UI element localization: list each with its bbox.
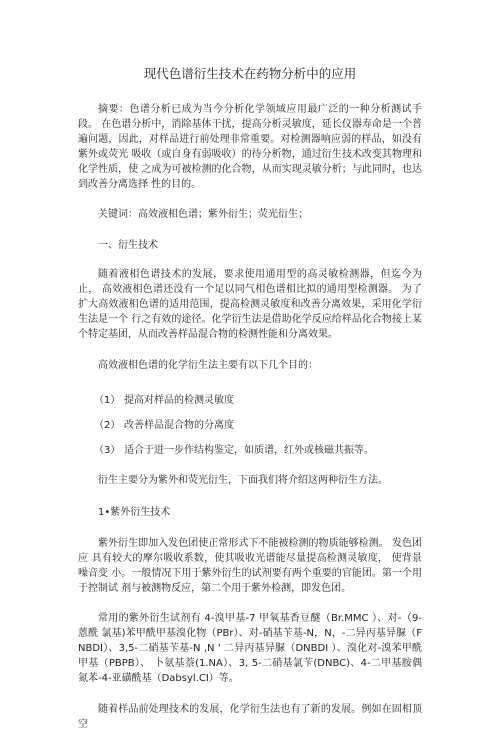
document-title: 现代色谱衍生技术在药物分析中的应用 <box>143 66 357 81</box>
list-item <box>78 393 422 408</box>
keywords-line: 关键词：高效液相色谱；紫外衍生；荧光衍生； <box>98 209 308 220</box>
list-item <box>78 418 422 433</box>
body-paragraph-1: 随着液相色谱技术的发展，要求使用通用型的高灵敏检测器，但迄今为止， 高效液相色谱还没有一个足以同气相色谱相比拟的通用型检测器。 为了扩大高效液相色谱的适用范围，提高检测灵敏度和改善分离效果，采用化学衍生法是一个 行之有效的途径。化学衍生法是借助化学反应给样品化合物接上某个特定基团，从而改善样品混合物的检测性能和分离效果。 <box>78 269 422 340</box>
section-heading-2: 1•紫外衍生技术 <box>98 507 171 518</box>
list-item-number: （1） <box>94 395 121 406</box>
body-paragraph-3: 衍生主要分为紫外和荧光衍生，下面我们将介绍这两种衍生方法。 <box>98 475 388 486</box>
list-item <box>78 443 422 458</box>
body-paragraph-4: 紫外衍生即加入发色团使正常形式下不能被检测的物质能够检测。 发色团应 具有较大的摩尔吸收系数，使其吸收光谱能尽量提高检测灵敏度， 使背景噪音变 小。一般情况下用于紫外衍生的试剂要有两个重要的官能团。第一个用于控制试 剂与被测物反应，第二个用于紫外检测，即发色团。 <box>78 538 422 594</box>
list-item-number: （2） <box>94 420 121 431</box>
body-paragraph-5: 常用的紫外衍生试剂有 4-溴甲基-7 甲氧基香豆醚（Br.MMC ）、对-（9-蒽酰 氯基)苯甲酰甲基溴化物（PBr）、对-硝基苄基-N，N，-二异丙基异脲（FNBDI）、3,5-二硝基苄基-N ,N ' 二异丙基异脲（DNBDI ）、溴化对-溴苯甲酰甲基（PBPB）、 卜氨基萘(1.NA）、3, 5-二硝基氯苄(DNBC)、4-二甲基胺偶氮苯-4-亚磺酰基（Dabsyl.CI）等。 <box>78 613 422 684</box>
purpose-list <box>78 393 422 458</box>
section-heading-1: 一、衍生技术 <box>98 240 158 251</box>
abstract-paragraph: 摘要：色谱分析已成为当今分析化学领域应用最广泛的一种分析测试手段。 在色谱分析中，消除基体干扰，提高分析灵敏度，延长仪器寿命是一个普遍问题，因此，对样品进行前处理非常重要。对检测器响应弱的样品，如没有紫外或荧光 吸收（或自身有弱吸收）的待分析物，通过衍生技术改变其物理和化学性质，使 之成为可被检测的化合物，从而实现灵敏分析；与此同时，也达到改善分离选择 性的目的。 <box>78 104 422 190</box>
list-item-text: 适合于进一步作结构鉴定，如质谱，红外或核磁共振等。 <box>124 445 374 456</box>
body-paragraph-6: 随着样品前处理技术的发展，化学衍生法也有了新的发展。例如在固相顶空 <box>78 704 422 730</box>
list-item-text: 提高对样品的检测灵敏度 <box>124 395 234 406</box>
list-item-text: 改善样品混合物的分离度 <box>124 420 234 431</box>
list-item-number: （3） <box>94 445 121 456</box>
body-paragraph-2: 高效液相色谱的化学衍生法主要有以下几个目的： <box>98 360 318 371</box>
